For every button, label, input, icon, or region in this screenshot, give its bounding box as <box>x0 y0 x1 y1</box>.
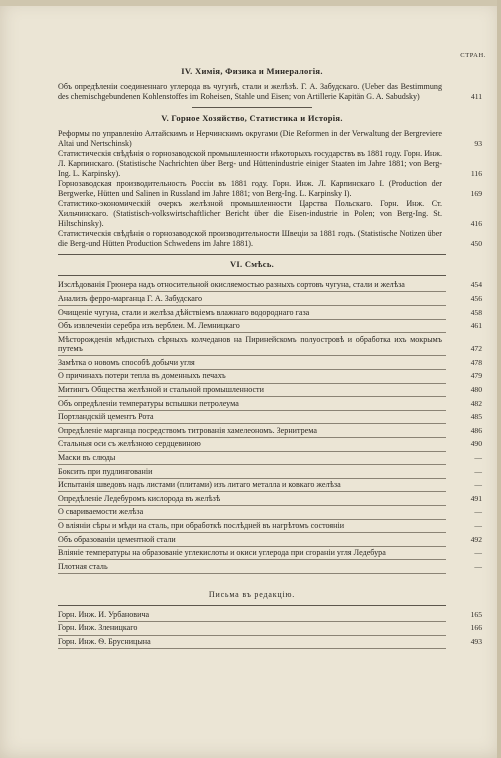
entry-page: 482 <box>470 398 482 408</box>
toc-entry <box>58 548 482 560</box>
toc-entry <box>58 357 482 370</box>
toc-entry <box>58 371 482 383</box>
toc-entry <box>58 466 482 479</box>
entry-text: Очищеніе чугуна, стали и желѣза дѣйствіемъ влажнаго водороднаго газа <box>58 307 310 317</box>
entry-page: 479 <box>470 371 482 381</box>
toc-entry <box>58 398 482 411</box>
page-column-header: СТРАН. <box>460 52 486 59</box>
entry-text: Мѣсторожденія мѣдистыхъ сѣрныхъ колчеданов на Пиринейскомъ полуостровѣ и обработка ихъ мокрымъ путемъ <box>58 334 442 354</box>
divider <box>192 107 312 108</box>
scan-edge-top <box>0 0 501 6</box>
entry-page: — <box>474 453 482 463</box>
entry-page: 454 <box>470 280 482 290</box>
entry-page: 478 <box>470 357 482 367</box>
entry-text: Опредѣленіе марганца посредствомъ титрованія хамелеономъ. Зернитрема <box>58 425 317 435</box>
entry-page: — <box>474 466 482 476</box>
entry-text: О свариваемости желѣза <box>58 507 144 517</box>
entry-text: Вліяніе температуры на образованіе углекислоты и окиси углерода при сгораніи угля Ледебура <box>58 548 386 558</box>
table-of-contents <box>58 66 482 651</box>
toc-entry <box>58 334 482 357</box>
entry-text: Статистическія свѣдѣнія о горнозаводской промышленности нѣкоторыхъ государствъ въ 1881 году. Горн. Инж. Л. Карпинскаго. (Statistische Nachrichten über Berg- und Hüttenindustrie einiger Staaten im Jahre 1881; von Berg-Ing. L. Karpinsky). <box>58 149 442 178</box>
entry-page: 472 <box>470 344 482 354</box>
toc-entry <box>58 293 482 306</box>
entry-text: Опредѣленіе Ледебуромъ кислорода въ желѣзѣ <box>58 493 221 503</box>
entry-page: — <box>474 548 482 558</box>
entry-text: О причинахъ потери тепла въ доменныхъ печахъ <box>58 371 226 381</box>
toc-entry <box>58 534 482 547</box>
toc-entry <box>58 637 482 649</box>
entry-page: 165 <box>470 609 482 619</box>
section-title-letters: Письма въ редакцію. <box>208 589 296 599</box>
entry-page: 493 <box>470 637 482 647</box>
entry-page: 169 <box>470 188 482 198</box>
divider <box>58 605 446 606</box>
toc-entry <box>58 480 482 492</box>
scan-edge-right <box>497 0 501 758</box>
entry-text: Объ извлеченіи серебра изъ верблеи. М. Лемницкаго <box>58 321 240 331</box>
toc-entry <box>58 507 482 519</box>
entry-text: Стальныя оси съ желѣзною сердцевиною <box>58 439 201 449</box>
entry-page: — <box>474 480 482 490</box>
entry-text: Испытанія шведовъ надъ листами (плитами) изъ литаго металла и ковкаго желѣза <box>58 480 341 490</box>
entry-page: 416 <box>470 218 482 228</box>
entry-page: 485 <box>470 412 482 422</box>
toc-entry <box>58 179 482 198</box>
toc-entry <box>58 623 482 635</box>
divider <box>58 254 446 255</box>
letters-entries <box>58 609 482 649</box>
entry-page: 166 <box>470 623 482 633</box>
entry-text: Объ опредѣленіи соединеннаго углерода въ чугунѣ, стали и желѣзѣ. Г. А. Забудскаго. (Ueber das Bestimmung des chemischgebundenen Kohlenstoffes im Roheisen, Stahle und Eisen; von Artillerie Kapitän G. A. Sabudsky) <box>58 82 442 101</box>
entry-text: Горн. Инж. И. Урбановича <box>58 609 150 619</box>
entry-page: 480 <box>470 385 482 395</box>
entry-text: Портландскій цементъ Рота <box>58 412 154 422</box>
toc-entry <box>58 412 482 424</box>
toc-entry <box>58 493 482 506</box>
entry-page: 491 <box>470 493 482 503</box>
entry-text: О вліяніи сѣры и мѣди на сталь, при обработкѣ послѣдней въ нагрѣтомъ состояніи <box>58 521 345 530</box>
entry-page: — <box>474 507 482 517</box>
entry-page: 492 <box>470 534 482 544</box>
toc-entry <box>58 321 482 333</box>
toc-entry <box>58 521 482 533</box>
toc-entry <box>58 280 482 292</box>
entry-page: — <box>474 521 482 530</box>
section-vi-entries <box>58 280 482 574</box>
entry-text: Плотная сталь <box>58 561 108 571</box>
toc-entry <box>58 149 482 178</box>
entry-text: Статистико-экономическій очеркъ желѣзной промышленности Царства Польскаго. Горн. Инж. Ст. Хильчинскаго. (Statistisch-volkswirtschaftlicher Bericht über die Eisen-industrie in Polen; von Berg-Ing. St. Hiltschinsky). <box>58 199 442 228</box>
entry-text: Боксить при пудлингованіи <box>58 466 153 476</box>
entry-page: 458 <box>470 307 482 317</box>
entry-text: Анализъ ферро-марганца Г. А. Забудскаго <box>58 293 203 303</box>
entry-page: 461 <box>470 321 482 331</box>
entry-text: Статистическія свѣдѣнія о горнозаводской производительности Швеціи за 1881 годъ. (Statistische Notizen über die Berg-und Hütten Production Schwedens im Jahre 1881). <box>58 229 442 248</box>
entry-text: Изслѣдованія Грюнера надъ относительной окисляемостью разныхъ сортовъ чугуна, стали и желѣза <box>58 280 405 290</box>
section-title-vi: VI. Смѣсь. <box>229 259 275 270</box>
entry-text: Объ образованіи цементной стали <box>58 534 176 544</box>
toc-entry <box>58 425 482 438</box>
toc-entry <box>58 609 482 622</box>
entry-text: Горн. Инж. Зленицкаго <box>58 623 138 633</box>
toc-entry <box>58 385 482 397</box>
entry-page: 411 <box>470 91 482 101</box>
toc-entry <box>58 199 482 228</box>
toc-entry <box>58 82 482 101</box>
entry-text: Горнозаводская производительность Россіи въ 1881 году. Горн. Инж. Л. Карпинскаго І. (Production der Bergwerke, Hütten und Salinen in Russland im Jahre 1881; von Berg-Ing. L. Karpinsky I). <box>58 179 442 198</box>
toc-entry <box>58 129 482 148</box>
entry-page: 486 <box>470 425 482 435</box>
entry-page: 93 <box>474 138 482 148</box>
toc-entry <box>58 307 482 320</box>
entry-text: Объ опредѣленіи температуры вспышки петролеума <box>58 398 239 408</box>
section-iv-entries <box>58 82 482 101</box>
toc-entry <box>58 561 482 574</box>
section-v-entries <box>58 129 482 248</box>
divider <box>58 275 446 276</box>
entry-page: 116 <box>470 168 482 178</box>
entry-text: Митингъ Общества желѣзной и стальной промышленности <box>58 385 264 395</box>
entry-page: — <box>474 561 482 571</box>
entry-text: Реформы по управленію Алтайскимъ и Нерчинскимъ округами (Die Reformen in der Verwaltung der Bergreviere Altai und Nertschinsk) <box>58 129 442 148</box>
section-title-iv: IV. Химія, Физика и Минералогія. <box>181 66 323 76</box>
entry-page: 450 <box>470 238 482 248</box>
entry-text: Замѣтка о новомъ способѣ добычи угля <box>58 357 195 367</box>
entry-text: Горн. Инж. Ѳ. Брусницына <box>58 637 151 647</box>
toc-entry <box>58 439 482 451</box>
toc-entry <box>58 229 482 248</box>
entry-page: 456 <box>470 293 482 303</box>
entry-text: Маски въ слюды <box>58 453 116 463</box>
toc-entry <box>58 453 482 465</box>
section-title-v: V. Горное Хозяйство, Статистика и Исторія. <box>161 113 343 124</box>
entry-page: 490 <box>470 439 482 449</box>
